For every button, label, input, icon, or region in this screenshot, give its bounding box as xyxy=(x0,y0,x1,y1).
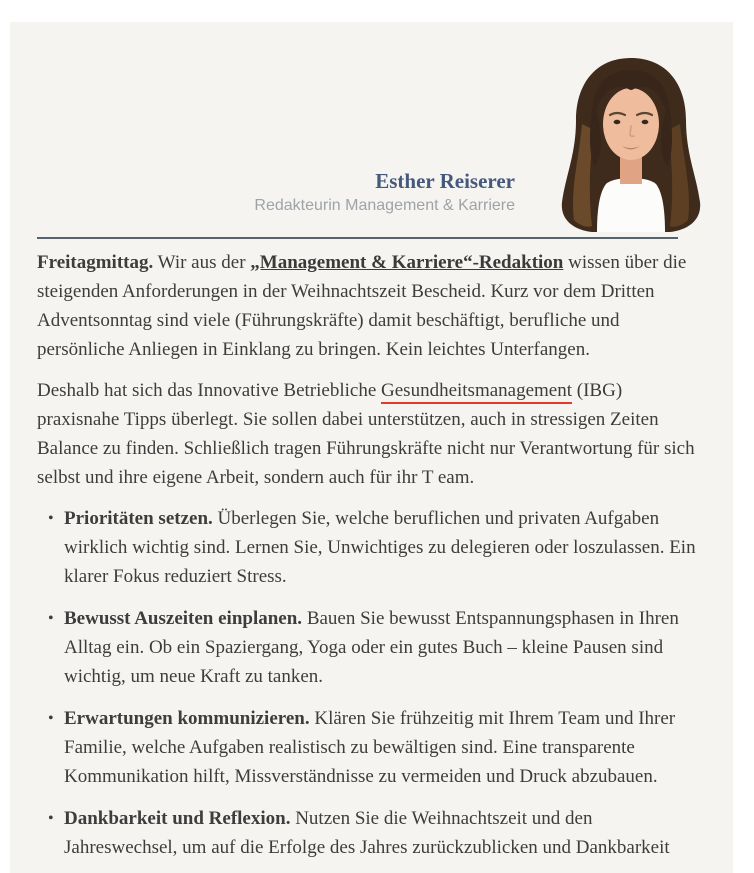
intro-after-link: wissen über die steigenden Anforderungen in der Weihnachtszeit Bescheid. Kurz vor dem Dritten Adventsonntag sind viele (Führungskräfte) damit beschäftigt, berufliche und persönliche Anliegen in Einklang zu bringen. Kein leichtes Unterfangen. xyxy=(37,252,687,360)
list-item xyxy=(64,604,700,691)
tips-list xyxy=(37,504,700,862)
tip-text: Überlegen Sie, welche beruflichen und privaten Aufgaben wirklich wichtig sind. Lernen Sie, Unwichtiges zu delegieren oder loszulassen. Ein klarer Fokus reduziert Stress. xyxy=(64,508,696,587)
list-item xyxy=(64,804,700,862)
second-before-underline: Deshalb hat sich das Innovative Betriebliche xyxy=(37,380,382,401)
tip-text: Nutzen Sie die Weihnachtszeit und den Jahreswechsel, um auf die Erfolge des Jahres zurückzublicken und Dankbarkeit xyxy=(64,808,670,858)
tip-title: Prioritäten setzen. xyxy=(64,508,213,529)
article-body xyxy=(10,239,733,862)
tip-text: Klären Sie frühzeitig mit Ihrem Team und Ihrer Familie, welche Aufgaben realistisch zu bewältigen sind. Eine transparente Kommunikation hilft, Missverständnisse zu vermeiden und Druck abzubauen. xyxy=(64,708,676,787)
tip-title: Bewusst Auszeiten einplanen. xyxy=(64,608,303,629)
author-name: Esther Reiserer xyxy=(375,169,515,193)
author-role: Redakteurin Management & Karriere xyxy=(254,197,515,214)
gesundheitsmanagement-link[interactable]: Gesundheitsmanagement xyxy=(381,380,572,404)
second-paragraph xyxy=(37,376,700,492)
byline xyxy=(254,168,515,216)
intro-before-link: Wir aus der xyxy=(153,252,251,273)
tip-title: Erwartungen kommunizieren. xyxy=(64,708,310,729)
second-after-underline: (IBG) praxisnahe Tipps überlegt. Sie sollen dabei unterstützen, auch in stressigen Zeiten Balance zu finden. Schließlich tragen Führungskräfte nicht nur Verantwortung für sich selbst und ihre eigene Arbeit, sondern auch für ihr T eam. xyxy=(37,380,695,488)
intro-paragraph xyxy=(37,248,700,364)
list-item xyxy=(64,504,700,591)
management-karriere-redaktion-link[interactable]: „Management & Karriere“-Redaktion xyxy=(250,252,564,273)
tip-text: Bauen Sie bewusst Entspannungsphasen in Ihren Alltag ein. Ob ein Spaziergang, Yoga oder ein gutes Buch – kleine Pausen sind wichtig, um neue Kraft zu tanken. xyxy=(64,608,679,687)
tip-title: Dankbarkeit und Reflexion. xyxy=(64,808,291,829)
author-header xyxy=(10,22,733,239)
list-item xyxy=(64,704,700,791)
newsletter-card xyxy=(10,22,733,873)
header-divider xyxy=(37,237,678,239)
author-portrait-illustration xyxy=(545,54,717,232)
intro-lead: Freitagmittag. xyxy=(37,252,154,273)
